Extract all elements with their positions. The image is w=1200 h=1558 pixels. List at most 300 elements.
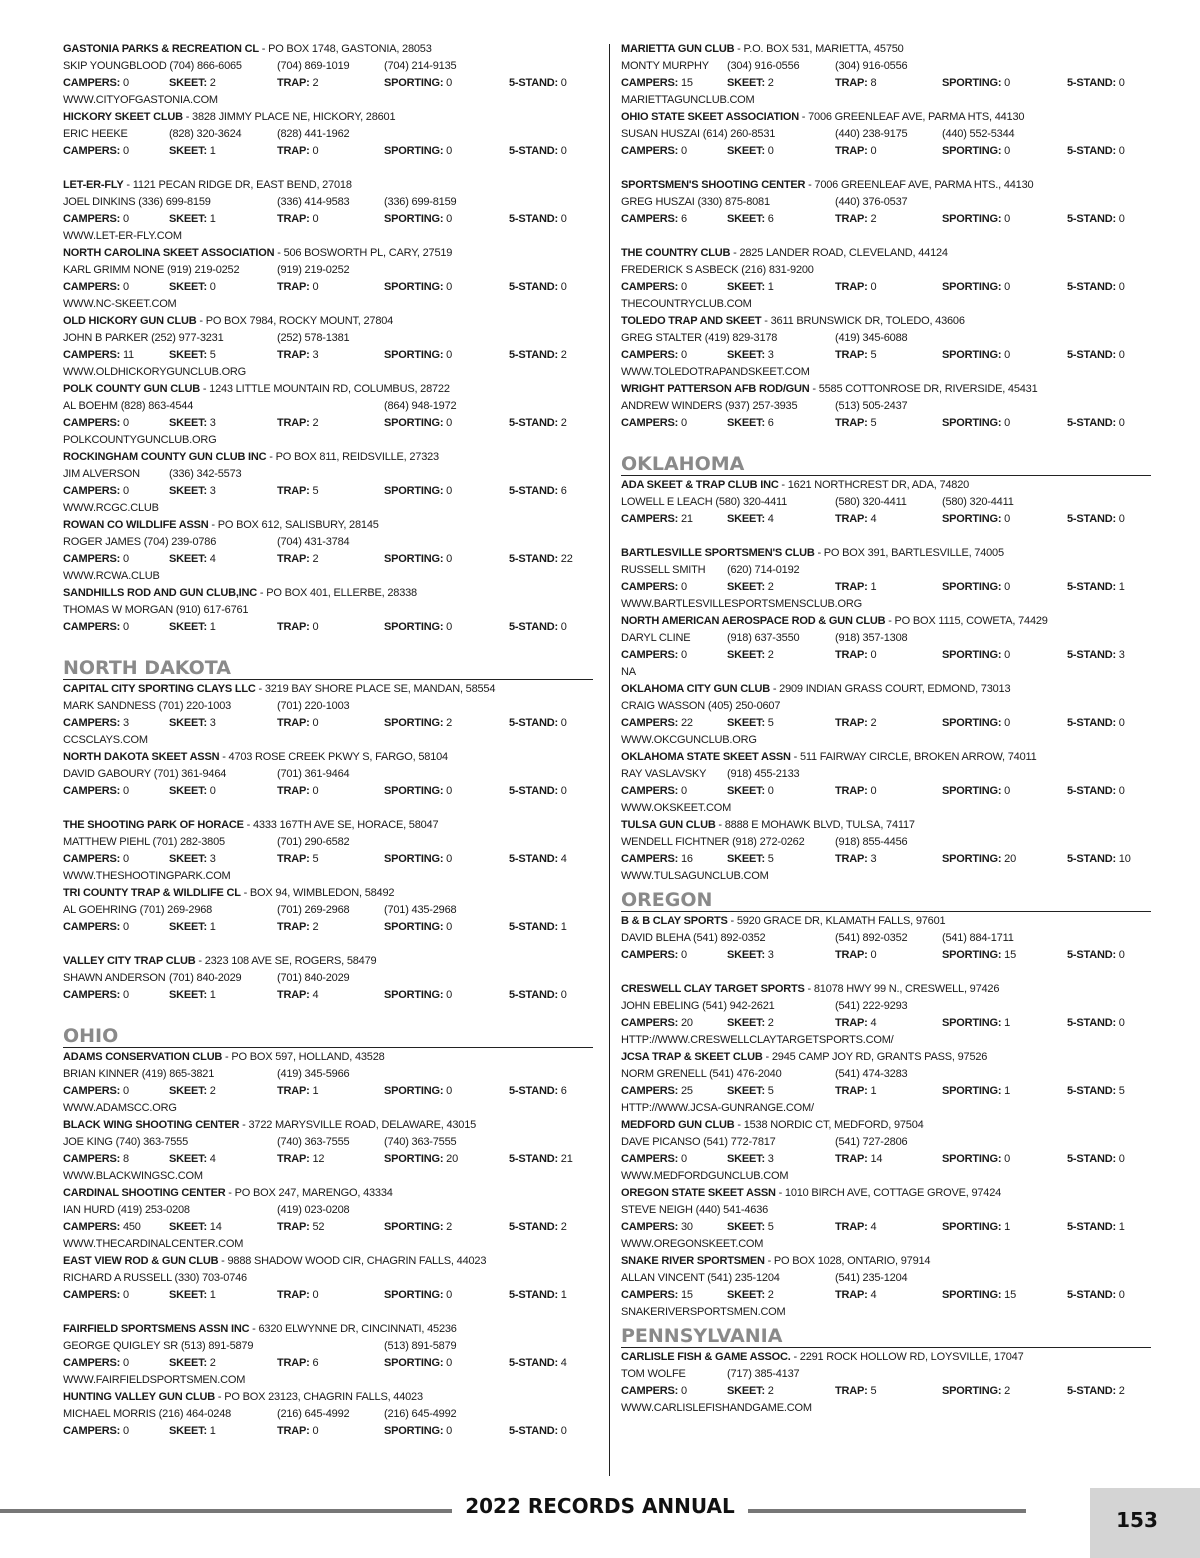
- club-entry: [621, 313, 1151, 381]
- club-website[interactable]: WWW.OREGONSKEET.COM: [621, 1238, 764, 1250]
- phone-3: (440) 552-5344: [942, 128, 1015, 140]
- club-website[interactable]: WWW.CITYOFGASTONIA.COM: [63, 94, 218, 106]
- stat-label: SKEET:: [727, 1017, 768, 1029]
- stat-sporting: [942, 1219, 1010, 1236]
- stat-label: SPORTING:: [942, 1385, 1005, 1397]
- stat-skeet: [169, 1423, 216, 1440]
- club-contact-line: [621, 1202, 1151, 1219]
- club-stats-line: [63, 483, 593, 500]
- club-contact-line: [621, 1270, 1151, 1287]
- stat-label: TRAP:: [277, 717, 313, 729]
- club-website: [63, 160, 593, 177]
- stat-label: SPORTING:: [384, 621, 447, 633]
- stat-skeet: [169, 347, 216, 364]
- club-contact-line: [621, 398, 1151, 415]
- stat-label: CAMPERS:: [63, 417, 123, 429]
- club-entry: [621, 1349, 1151, 1417]
- stat-sporting: [384, 415, 452, 432]
- stat-sporting: [384, 783, 452, 800]
- club-contact-line: [63, 698, 593, 715]
- club-contact-line: [63, 1134, 593, 1151]
- stat-value: 0: [1118, 1153, 1125, 1165]
- stat-label: SPORTING:: [384, 921, 447, 933]
- phone-2: (216) 645-4992: [277, 1408, 350, 1420]
- stat-label: SPORTING:: [942, 853, 1005, 865]
- stat-value: 0: [870, 281, 877, 293]
- stat-value: 22: [680, 717, 693, 729]
- club-stats-line: [63, 279, 593, 296]
- stat-value: 0: [767, 145, 774, 157]
- club-website[interactable]: WWW.ADAMSCC.ORG: [63, 1102, 177, 1114]
- stat-value: 4: [312, 989, 319, 1001]
- stat-label: SPORTING:: [942, 949, 1005, 961]
- stat-label: 5-STAND:: [1067, 1221, 1119, 1233]
- stat-stand: [509, 987, 567, 1004]
- stat-skeet: [727, 75, 774, 92]
- stat-label: SKEET:: [727, 717, 768, 729]
- stat-label: SKEET:: [169, 417, 210, 429]
- club-stats-line: [63, 551, 593, 568]
- stat-trap: [835, 279, 876, 296]
- stat-label: TRAP:: [277, 213, 313, 225]
- stat-value: 52: [312, 1221, 325, 1233]
- stat-value: 3: [209, 853, 216, 865]
- club-title-line: [621, 41, 1151, 58]
- club-entry: [621, 109, 1151, 177]
- stat-value: 8: [870, 77, 877, 89]
- phone-3: (541) 884-1711: [942, 932, 1014, 944]
- stat-value: 0: [446, 417, 453, 429]
- stat-value: 0: [1004, 649, 1011, 661]
- club-website[interactable]: WWW.BARTLESVILLESPORTSMENSCLUB.ORG: [621, 598, 862, 610]
- stat-label: SKEET:: [169, 213, 210, 225]
- stat-label: CAMPERS:: [63, 989, 123, 1001]
- stat-value: 0: [122, 621, 129, 633]
- club-address: 6320 ELWYNNE DR, CINCINNATI, 45236: [258, 1323, 457, 1335]
- stat-value: 0: [870, 649, 877, 661]
- contact-name: GEORGE QUIGLEY SR (513) 891-5879: [63, 1340, 254, 1352]
- title-separator: -: [239, 1119, 249, 1131]
- stat-sporting: [942, 1151, 1010, 1168]
- stat-label: CAMPERS:: [63, 1289, 123, 1301]
- stat-campers: [621, 1287, 693, 1304]
- stat-value: 20: [1004, 853, 1017, 865]
- club-title-line: [63, 681, 593, 698]
- stat-value: 0: [122, 1289, 129, 1301]
- club-website[interactable]: HTTP://WWW.CRESWELLCLAYTARGETSPORTS.COM/: [621, 1034, 894, 1046]
- phone-3: (513) 891-5879: [384, 1340, 457, 1352]
- club-address: 7006 GREENLEAF AVE, PARMA HTS, 44130: [808, 111, 1025, 123]
- club-title-line: [621, 913, 1151, 930]
- club-stats-line: [621, 279, 1151, 296]
- stat-value: 0: [446, 77, 453, 89]
- title-separator: -: [196, 315, 206, 327]
- stat-trap: [835, 75, 876, 92]
- stat-campers: [63, 347, 134, 364]
- stat-label: SPORTING:: [384, 485, 447, 497]
- stat-value: 0: [1004, 581, 1011, 593]
- stat-value: 14: [209, 1221, 222, 1233]
- stat-label: CAMPERS:: [621, 281, 681, 293]
- stat-value: 0: [1004, 145, 1011, 157]
- stat-value: 2: [560, 417, 567, 429]
- contact-name: RICHARD A RUSSELL (330) 703-0746: [63, 1272, 247, 1284]
- stat-sporting: [942, 647, 1010, 664]
- stat-stand: [1067, 511, 1125, 528]
- stat-value: 4: [209, 1153, 216, 1165]
- club-address: 1121 PECAN RIDGE DR, EAST BEND, 27018: [132, 179, 352, 191]
- club-address: PO BOX 1115, COWETA, 74429: [894, 615, 1048, 627]
- stat-label: TRAP:: [835, 1153, 871, 1165]
- stat-skeet: [727, 1083, 774, 1100]
- stat-skeet: [169, 211, 216, 228]
- stat-label: CAMPERS:: [63, 785, 123, 797]
- stat-label: CAMPERS:: [621, 1085, 681, 1097]
- stat-sporting: [942, 415, 1010, 432]
- stat-value: 0: [1004, 785, 1011, 797]
- stat-label: 5-STAND:: [1067, 513, 1119, 525]
- stat-label: TRAP:: [277, 145, 313, 157]
- club-contact-line: [63, 1270, 593, 1287]
- club-website[interactable]: WWW.THESHOOTINGPARK.COM: [63, 870, 231, 882]
- stat-value: 1: [209, 989, 216, 1001]
- phone-2: (704) 869-1019: [277, 60, 350, 72]
- stat-value: 22: [560, 553, 573, 565]
- stat-sporting: [384, 211, 452, 228]
- stat-value: 2: [1118, 1385, 1125, 1397]
- club-stats-line: [63, 715, 593, 732]
- stat-label: 5-STAND:: [1067, 649, 1119, 661]
- stat-value: 5: [870, 349, 877, 361]
- stat-value: 0: [680, 145, 687, 157]
- club-title-line: [63, 313, 593, 330]
- club-contact-line: [621, 930, 1151, 947]
- title-separator: -: [761, 315, 771, 327]
- title-separator: -: [762, 1051, 772, 1063]
- stat-value: 2: [767, 581, 774, 593]
- title-separator: -: [804, 983, 814, 995]
- club-website[interactable]: WWW.RCGC.CLUB: [63, 502, 159, 514]
- club-name: OHIO STATE SKEET ASSOCIATION: [621, 111, 799, 123]
- club-name: OLD HICKORY GUN CLUB: [63, 315, 197, 327]
- stat-stand: [509, 1219, 567, 1236]
- club-website[interactable]: CCSCLAYS.COM: [63, 734, 148, 746]
- stat-value: 0: [1118, 513, 1125, 525]
- stat-campers: [621, 715, 693, 732]
- stat-label: TRAP:: [277, 1425, 313, 1437]
- stat-label: CAMPERS:: [63, 213, 123, 225]
- contact-name: MARK SANDNESS (701) 220-1003: [63, 700, 232, 712]
- stat-trap: [277, 75, 318, 92]
- club-website[interactable]: WWW.TULSAGUNCLUB.COM: [621, 870, 769, 882]
- stat-campers: [621, 347, 687, 364]
- club-title-line: [63, 41, 593, 58]
- stat-trap: [277, 415, 318, 432]
- stat-value: 5: [312, 853, 319, 865]
- club-contact-line: [621, 1134, 1151, 1151]
- stat-value: 0: [680, 785, 687, 797]
- club-name: GASTONIA PARKS & RECREATION CL: [63, 43, 259, 55]
- contact-name: DAVE PICANSO (541) 772-7817: [621, 1136, 776, 1148]
- state-heading: OREGON: [621, 885, 1151, 912]
- stat-label: TRAP:: [835, 1017, 871, 1029]
- stat-label: SKEET:: [169, 621, 210, 633]
- club-website[interactable]: WWW.MEDFORDGUNCLUB.COM: [621, 1170, 789, 1182]
- stat-skeet: [169, 987, 216, 1004]
- phone-2: (419) 345-5966: [277, 1068, 350, 1080]
- stat-label: TRAP:: [835, 581, 871, 593]
- stat-stand: [509, 715, 567, 732]
- stat-skeet: [169, 1287, 216, 1304]
- stat-stand: [509, 1355, 567, 1372]
- stat-label: SKEET:: [169, 349, 210, 361]
- club-address: 2909 INDIAN GRASS COURT, EDMOND, 73013: [779, 683, 1011, 695]
- stat-label: SKEET:: [727, 853, 768, 865]
- stat-label: TRAP:: [277, 485, 313, 497]
- club-stats-line: [63, 619, 593, 636]
- contact-name: DAVID GABOURY (701) 361-9464: [63, 768, 227, 780]
- stat-label: TRAP:: [277, 853, 313, 865]
- stat-label: TRAP:: [835, 949, 871, 961]
- stat-label: SPORTING:: [384, 145, 447, 157]
- stat-value: 1: [1004, 1221, 1011, 1233]
- stat-value: 0: [446, 989, 453, 1001]
- phone-2: (541) 892-0352: [835, 932, 908, 944]
- club-contact-line: [63, 126, 593, 143]
- stat-value: 0: [446, 485, 453, 497]
- stat-label: SKEET:: [727, 213, 768, 225]
- stat-label: 5-STAND:: [509, 349, 561, 361]
- stat-value: 0: [560, 785, 567, 797]
- club-stats-line: [621, 415, 1151, 432]
- stat-label: SKEET:: [169, 77, 210, 89]
- stat-value: 0: [446, 1357, 453, 1369]
- club-entry: [621, 177, 1151, 245]
- contact-name: KARL GRIMM NONE (919) 219-0252: [63, 264, 240, 276]
- stat-trap: [835, 1015, 876, 1032]
- stat-value: 30: [680, 1221, 693, 1233]
- contact-name: JOEL DINKINS (336) 699-8159: [63, 196, 211, 208]
- stat-value: 20: [680, 1017, 693, 1029]
- stat-label: TRAP:: [835, 281, 871, 293]
- contact-name: MONTY MURPHY: [621, 60, 709, 72]
- stat-label: 5-STAND:: [509, 1425, 561, 1437]
- stat-sporting: [942, 1287, 1016, 1304]
- stat-value: 1: [1118, 581, 1125, 593]
- stat-sporting: [384, 1083, 452, 1100]
- club-website[interactable]: NA: [621, 666, 636, 678]
- club-contact-line: [621, 998, 1151, 1015]
- contact-name: SUSAN HUSZAI (614) 260-8531: [621, 128, 776, 140]
- club-website[interactable]: WWW.LET-ER-FLY.COM: [63, 230, 182, 242]
- stat-value: 1: [870, 1085, 877, 1097]
- club-website[interactable]: WWW.OKSKEET.COM: [621, 802, 732, 814]
- phone-3: (701) 435-2968: [384, 904, 457, 916]
- stat-label: SKEET:: [169, 1153, 210, 1165]
- stat-label: SPORTING:: [942, 1289, 1005, 1301]
- stat-skeet: [727, 851, 774, 868]
- stat-value: 3: [767, 349, 774, 361]
- stat-label: CAMPERS:: [63, 853, 123, 865]
- club-address: PO BOX 7984, ROCKY MOUNT, 27804: [205, 315, 394, 327]
- club-title-line: [621, 613, 1151, 630]
- phone-3: (740) 363-7555: [384, 1136, 457, 1148]
- stat-label: SKEET:: [169, 281, 210, 293]
- stat-stand: [1067, 211, 1125, 228]
- club-website[interactable]: WWW.FAIRFIELDSPORTSMEN.COM: [63, 1374, 246, 1386]
- club-website[interactable]: WWW.THECARDINALCENTER.COM: [63, 1238, 244, 1250]
- club-name: SNAKE RIVER SPORTSMEN: [621, 1255, 765, 1267]
- contact-name: RAY VASLAVSKY: [621, 768, 707, 780]
- stat-label: SKEET:: [169, 853, 210, 865]
- stat-trap: [277, 715, 318, 732]
- club-website[interactable]: MARIETTAGUNCLUB.COM: [621, 94, 755, 106]
- stat-label: SKEET:: [169, 1221, 210, 1233]
- club-website[interactable]: THECOUNTRYCLUB.COM: [621, 298, 752, 310]
- title-separator: -: [123, 179, 133, 191]
- club-stats-line: [621, 347, 1151, 364]
- title-separator: -: [885, 615, 895, 627]
- club-entry: [63, 953, 593, 1021]
- stat-campers: [621, 143, 687, 160]
- stat-sporting: [942, 1015, 1010, 1032]
- stat-label: 5-STAND:: [1067, 1017, 1119, 1029]
- stat-value: 21: [560, 1153, 573, 1165]
- club-title-line: [63, 109, 593, 126]
- contact-name: WENDELL FICHTNER (918) 272-0262: [621, 836, 805, 848]
- club-website[interactable]: WWW.NC-SKEET.COM: [63, 298, 177, 310]
- club-entry: [621, 681, 1151, 749]
- title-separator: -: [764, 1255, 774, 1267]
- stat-label: 5-STAND:: [509, 921, 561, 933]
- club-name: NORTH CAROLINA SKEET ASSOCIATION: [63, 247, 275, 259]
- stat-sporting: [384, 619, 452, 636]
- phone-3: (704) 214-9135: [384, 60, 457, 72]
- stat-value: 0: [209, 281, 216, 293]
- contact-name: AL BOEHM (828) 863-4544: [63, 400, 194, 412]
- title-separator: -: [790, 1351, 800, 1363]
- club-name: WRIGHT PATTERSON AFB ROD/GUN: [621, 383, 810, 395]
- title-separator: -: [790, 751, 800, 763]
- phone-2: (336) 414-9583: [277, 196, 350, 208]
- stat-sporting: [942, 347, 1010, 364]
- stat-label: SPORTING:: [384, 77, 447, 89]
- stat-label: CAMPERS:: [621, 77, 681, 89]
- stat-label: CAMPERS:: [63, 1221, 123, 1233]
- club-stats-line: [621, 947, 1151, 964]
- stat-sporting: [384, 715, 452, 732]
- phone-2: (541) 222-9293: [835, 1000, 908, 1012]
- stat-label: 5-STAND:: [1067, 1385, 1119, 1397]
- stat-skeet: [169, 715, 216, 732]
- stat-value: 0: [870, 145, 877, 157]
- stat-label: TRAP:: [835, 349, 871, 361]
- stat-trap: [835, 947, 876, 964]
- stat-value: 0: [446, 1085, 453, 1097]
- club-stats-line: [63, 415, 593, 432]
- club-entry: [621, 749, 1151, 817]
- phone-2: (701) 361-9464: [277, 768, 350, 780]
- club-address: P.O. BOX 531, MARIETTA, 45750: [743, 43, 904, 55]
- stat-label: CAMPERS:: [63, 1425, 123, 1437]
- stat-label: 5-STAND:: [509, 213, 561, 225]
- stat-value: 0: [1004, 513, 1011, 525]
- club-website: [621, 964, 1151, 981]
- club-contact-line: [621, 494, 1151, 511]
- stat-label: CAMPERS:: [621, 649, 681, 661]
- club-website[interactable]: WWW.OLDHICKORYGUNCLUB.ORG: [63, 366, 247, 378]
- stat-value: 0: [870, 949, 877, 961]
- club-website[interactable]: WWW.TOLEDOTRAPANDSKEET.COM: [621, 366, 810, 378]
- club-website[interactable]: SNAKERIVERSPORTSMEN.COM: [621, 1306, 786, 1318]
- club-entry: [621, 1049, 1151, 1117]
- club-entry: [63, 177, 593, 245]
- club-title-line: [63, 817, 593, 834]
- title-separator: -: [218, 1255, 228, 1267]
- stat-trap: [835, 347, 876, 364]
- stat-stand: [1067, 1015, 1125, 1032]
- club-entry: [621, 1185, 1151, 1253]
- club-stats-line: [63, 211, 593, 228]
- club-address: 2291 ROCK HOLLOW RD, LOYSVILLE, 17047: [799, 1351, 1024, 1363]
- stat-skeet: [727, 143, 774, 160]
- stat-label: CAMPERS:: [621, 417, 681, 429]
- club-entry: [63, 1321, 593, 1389]
- stat-stand: [1067, 1219, 1125, 1236]
- stat-label: CAMPERS:: [621, 1289, 681, 1301]
- phone-1: (828) 320-3624: [169, 128, 242, 140]
- title-separator: -: [734, 43, 744, 55]
- club-website[interactable]: WWW.OKCGUNCLUB.ORG: [621, 734, 757, 746]
- stat-value: 0: [560, 213, 567, 225]
- stat-sporting: [384, 1151, 458, 1168]
- phone-3: (336) 699-8159: [384, 196, 457, 208]
- stat-label: TRAP:: [277, 281, 313, 293]
- phone-2: (701) 290-6582: [277, 836, 350, 848]
- stat-label: 5-STAND:: [509, 1221, 561, 1233]
- stat-value: 2: [446, 717, 453, 729]
- stat-value: 0: [312, 145, 319, 157]
- phone-1: (336) 342-5573: [169, 468, 242, 480]
- stat-label: SPORTING:: [384, 1425, 447, 1437]
- stat-sporting: [942, 1383, 1010, 1400]
- phone-1: (918) 637-3550: [727, 632, 800, 644]
- club-website[interactable]: WWW.RCWA.CLUB: [63, 570, 160, 582]
- club-website: [63, 1440, 593, 1457]
- stat-stand: [509, 415, 567, 432]
- stat-skeet: [727, 1219, 774, 1236]
- stat-campers: [621, 851, 693, 868]
- stat-stand: [509, 279, 567, 296]
- stat-label: TRAP:: [277, 1289, 313, 1301]
- club-contact-line: [621, 698, 1151, 715]
- club-website[interactable]: HTTP://WWW.JCSA-GUNRANGE.COM/: [621, 1102, 814, 1114]
- stat-sporting: [942, 715, 1010, 732]
- club-name: OREGON STATE SKEET ASSN: [621, 1187, 776, 1199]
- stat-skeet: [727, 1151, 774, 1168]
- stat-label: 5-STAND:: [509, 1085, 561, 1097]
- club-name: NORTH DAKOTA SKEET ASSN: [63, 751, 220, 763]
- title-separator: -: [240, 887, 250, 899]
- stat-stand: [1067, 1287, 1125, 1304]
- club-website[interactable]: POLKCOUNTYGUNCLUB.ORG: [63, 434, 217, 446]
- stat-skeet: [169, 1219, 222, 1236]
- phone-1: (620) 714-0192: [727, 564, 800, 576]
- club-entry: [63, 1049, 593, 1117]
- club-website[interactable]: WWW.CARLISLEFISHANDGAME.COM: [621, 1402, 812, 1414]
- club-title-line: [621, 1185, 1151, 1202]
- club-website[interactable]: WWW.BLACKWINGSC.COM: [63, 1170, 203, 1182]
